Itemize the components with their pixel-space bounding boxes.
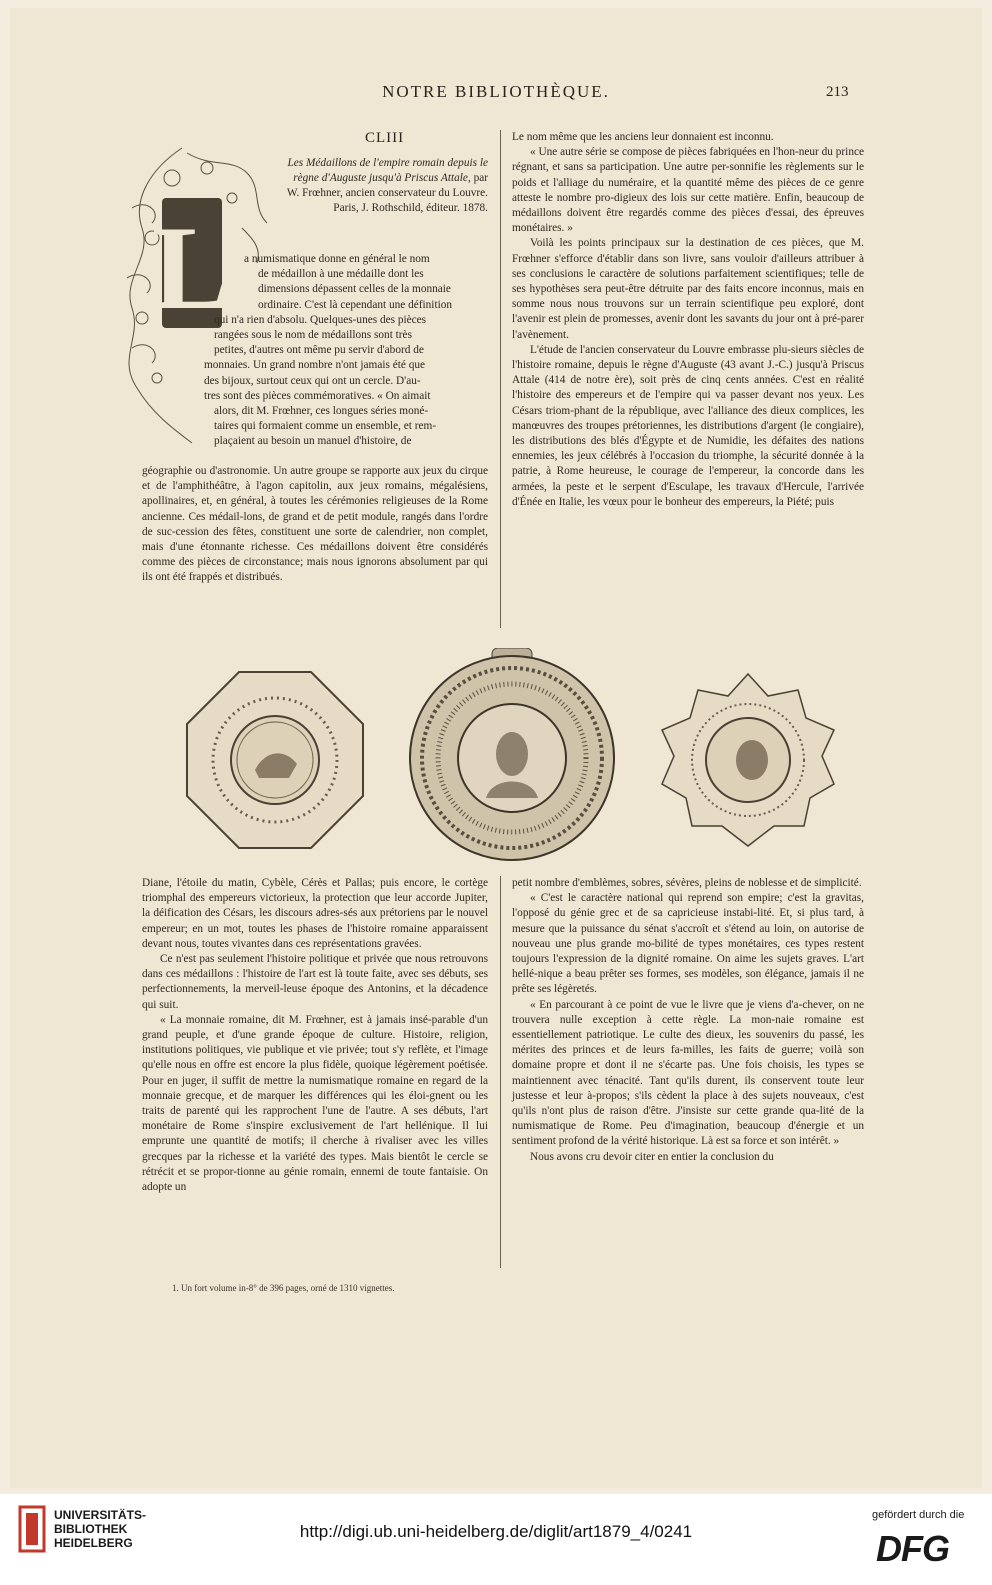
page-number: 213 [826,84,849,100]
right-column-top [512,130,864,510]
intro-text [204,252,488,450]
dropcap-letter: L [151,201,233,334]
right-column-bottom [512,876,864,1165]
left-column-bottom [142,876,488,1195]
paragraph: L'étude de l'ancien conservateur du Louvre embrasse plu-sieurs siècles de l'histoire romaine, depuis le règne d'Auguste (43 avant J.-C.) jusqu'à Priscus Attale (414 de notre ère), soit près de cinq cents années. C'est en réalité l'histoire des empereurs et de l'empire qui va passer devant nos yeux. Les Césars triom-phant de la république, avec l'alliance des dieux complices, les manœuvres des troupes prétoriennes, les distributions d'argent (le congiaire), les distributions des blés d'Égypte et de Numidie, les défaites des nations ennemies, les jeux célébrés à l'occasion du triomphe, la sécurité donnée à la patrie, à Rome heureuse, le courage de l'empereur, la concorde dans les armées, la peste et le serpent d'Esculape, les travaux d'Hercule, l'arrivée d'Énée en Italie, les vœux pour le bonheur des empereurs, la Piété; puis [512,343,864,508]
library-name-line: HEIDELBERG [54,1536,133,1550]
intro-line: alors, dit M. Frœhner, ces longues séries moné- [214,405,429,418]
intro-line: qui n'a rien d'absolu. Quelques-unes des pièces [214,313,427,326]
paragraph: « C'est le caractère national qui reprend son empire; c'est la gravitas, l'opposé du génie grec et de sa capricieuse instabi-lité. Et, si plus tard, à mesure que la puissance du sénat s'accroît et s'étend au loin, on autorise de nouveau une plus grande mo-bilité de types monétaires, ces types restent toujours l'expression de la dignité romaine. On aime les sujets graves. L'art hellé-nique a beau prêter ses formes, ses modèles, son élégance, jamais il ne prête ses légèretés. [512,892,864,996]
left-column-top [142,464,488,586]
intro-line: a numismatique donne en général le nom [244,253,430,265]
ornate-round-medallion [410,648,614,860]
intro-line: monnaies. Un grand nombre n'ont jamais été que [204,359,426,372]
library-name-line: BIBLIOTHEK [54,1522,128,1536]
funding-note: gefördert durch die [872,1509,965,1521]
intro-line: rangées sous le nom de médaillons sont très [214,329,412,342]
octagonal-medallion [187,672,363,848]
paragraph: Le nom même que les anciens leur donnaient est inconnu. [512,131,774,143]
book-reference [286,156,488,216]
running-title: NOTRE BIBLIOTHÈQUE. [382,82,610,101]
paragraph: « La monnaie romaine, dit M. Frœhner, est à jamais insé-parable d'un grand peuple, et d'une grande époque de culture. Histoire, religion, institutions politiques, vie publique et vie privée; tout s'y reflète, et l'image qu'elle nous en offre est encore la plus fidèle, quoique légèrement poétisée. Pour en juger, il suffit de mettre la numismatique romaine en regard de la monnaie grecque, et de marquer les différences qui les éloi-gnent ou les traits de parenté qui les rapprochent l'une de l'autre. A ses débuts, l'art monétaire de Rome s'inspire exclusivement de l'art hellénique. Il lui emprunte une quantité de motifs; il cherche à rivaliser avec les villes grecques par la richesse et la variété des types. Mais bientôt le cercle se rétrécit et se propor-tionne au génie romain, ennemi de toute fantaisie. On adopte un [142,1013,488,1194]
paragraph: Diane, l'étoile du matin, Cybèle, Cérès et Pallas; puis encore, le cortège triomphal des empereurs victorieux, la protection que leur accorde Jupiter, la déification des Césars, les discours adres-sés aux prétoriens par le nouvel empereur; en un mot, toutes les phases de l'histoire romaine apparaissent devant nous, toutes vivantes dans ces représentations gravées. [142,877,488,950]
paragraph: Nous avons cru devoir citer en entier la conclusion du [530,1150,774,1163]
intro-line: taires qui formaient comme un ensemble, et rem- [214,420,437,433]
book-title: Les Médaillons de l'empire romain depuis le règne d'Auguste jusqu'à Priscus Attale [287,157,488,184]
paragraph: petit nombre d'emblèmes, sobres, sévères, pleins de noblesse et de simplicité. [512,877,862,889]
book-author-line: , par W. Frœhner, ancien conservateur du Louvre. Paris, J. Rothschild, éditeur. 1878. [286,172,488,214]
paragraph: Ce n'est pas seulement l'histoire politique et privée que nous retrouvons dans ces médaillons : l'histoire de l'art est là toute faite, avec ses débuts, ses perfectionnements, la merveil-leuse époque des Antonins, et la décadence qui suit. [142,953,488,1011]
paragraph: géographie ou d'astronomie. Un autre groupe se rapporte aux jeux du cirque et de l'amphithéâtre, à l'agon capitolin, aux jeux romains, mégalésiens, apollinaires, et, en général, à toutes les cérémonies religieuses de la Rome ancienne. Ces médail-lons, de grand et de petit module, rangés dans l'ordre de suc-cession des fêtes, constituent une sorte de calendrier, non complet, mais d'une étonnante richesse. Ces médaillons doivent être considérés comme des pièces de circonstance; mais nous ignorons absolument par qui ils ont été frappés et distribués. [142,465,488,584]
intro-line: dimensions dépassent celles de la monnaie [258,283,451,296]
medallions-illustration [180,648,870,868]
intro-line: petites, d'autres ont même pu servir d'abord de [214,344,424,357]
document-url-link[interactable]: http://digi.ub.uni-heidelberg.de/diglit/art1879_4/0241 [299,1522,693,1541]
intro-line: tres sont des pièces commémoratives. « On aimait [204,389,431,402]
footnote: 1. Un fort volume in-8° de 396 pages, orné de 1310 vignettes. [172,1283,395,1293]
section-number: CLIII [365,130,405,146]
intro-line: des bijoux, surtout ceux qui ont un cercle. D'au- [204,374,421,387]
paragraph: « En parcourant à ce point de vue le livre que je viens d'a-chever, on ne trouvera nulle exception à cette règle. La mon-naie romaine est essentiellement patriotique. Le culte des dieux, les souvenirs du passé, les mérites des princes et de leurs fa-milles, les faits de guerre; voilà son domaine propre et dont il ne s'écarte pas. Une fois choisis, les types se maintiennent avec ténacité. Tant qu'ils durent, ils conservent toute leur justesse et leur à-propos; s'ils cèdent la place à des sujets nouveaux, c'est qu'ils n'ont plus de raison d'être. J'insiste sur cette grande qua-lité de la numismatique de Rome. Peu d'imagination, beaucoup d'énergie et un sentiment profond de la vérité historique. Là est sa force et son intérêt. » [512,998,864,1148]
intro-line: ordinaire. C'est là cependant une définition [258,298,453,311]
dfg-logo: DFG [876,1528,949,1569]
intro-line: de médaillon à une médaille dont les [258,268,424,281]
column-rule-bottom [500,876,501,1268]
intro-line: plaçaient au besoin un manuel d'histoire, de [214,435,412,448]
column-rule-top [500,130,501,628]
starred-medallion [662,674,834,846]
paragraph: Voilà les points principaux sur la destination de ces pièces, que M. Frœhner s'efforce d'établir dans son livre, sans vouloir d'ailleurs attribuer à ses conclusions le caractère de solutions parfaitement scientifiques; telle de ses hypothèses sera peut-être détruite par des faits encore inconnus, mais en somme nous nous trouvons sur un terrain scientifique peu exploré, dont l'avenir est plein de promesses, avenir dont les savants du jour ont à pré-parer l'avènement. [512,237,864,341]
library-name-line: UNIVERSITÄTS- [54,1508,147,1522]
paragraph: « Une autre série se compose de pièces fabriquées en l'hon-neur du prince régnant, et sans sa participation. Une autre per-sonnifie les règlements sur le poids et l'alliage du numéraire, et la quantité même des pièces de ce genre atteste le nombre pro-digieux des lois sur cette matière. Enfin, beaucoup de médaillons doivent être regardés comme des pièces d'essai, des épreuves monétaires. » [512,146,864,235]
